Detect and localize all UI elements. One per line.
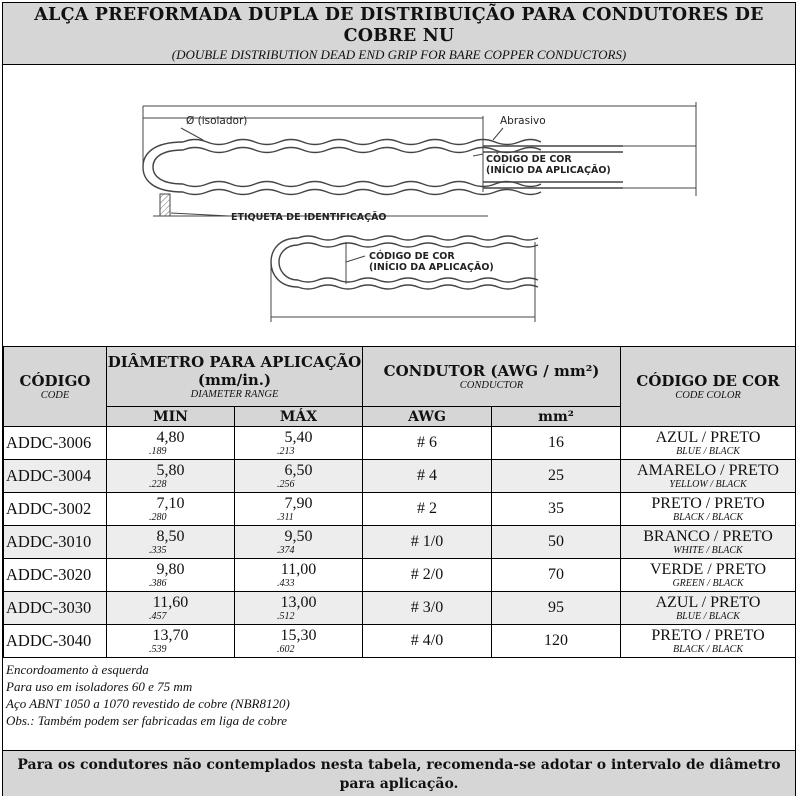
header-condutor: CONDUTOR (AWG / mm²) CONDUCTOR bbox=[363, 347, 621, 407]
mm2-cell: 120 bbox=[492, 625, 621, 658]
header-mm2: mm² bbox=[492, 407, 621, 427]
min-cell: 8,50 .335 bbox=[107, 526, 235, 559]
abrasivo-label: Abrasivo bbox=[500, 115, 546, 127]
header-min: MIN bbox=[107, 407, 235, 427]
awg-cell: # 4/0 bbox=[363, 625, 492, 658]
code-cell: ADDC-3010 bbox=[4, 526, 107, 559]
color-cell: VERDE / PRETO GREEN / BLACK bbox=[621, 559, 796, 592]
table-row bbox=[4, 592, 796, 625]
table-row bbox=[4, 526, 796, 559]
mm2-cell: 25 bbox=[492, 460, 621, 493]
page-title: ALÇA PREFORMADA DUPLA DE DISTRIBUIÇÃO PARA CONDUTORES DE COBRE NU bbox=[34, 5, 764, 46]
code-cell: ADDC-3040 bbox=[4, 625, 107, 658]
note-item: Obs.: Também podem ser fabricadas em liga de cobre bbox=[6, 713, 288, 728]
max-cell: 11,00 .433 bbox=[235, 559, 363, 592]
min-cell: 13,70 .539 bbox=[107, 625, 235, 658]
code-cell: ADDC-3006 bbox=[4, 427, 107, 460]
color-code-start-label-1: (INÍCIO DA APLICAÇÃO) bbox=[486, 165, 611, 176]
color-cell: AMARELO / PRETO YELLOW / BLACK bbox=[621, 460, 796, 493]
max-cell: 7,90 .311 bbox=[235, 493, 363, 526]
color-code-start-label-2: (INÍCIO DA APLICAÇÃO) bbox=[369, 262, 494, 273]
color-cell: BRANCO / PRETO WHITE / BLACK bbox=[621, 526, 796, 559]
code-cell: ADDC-3004 bbox=[4, 460, 107, 493]
color-code-label-1: CÓDIGO DE COR bbox=[486, 154, 572, 165]
table-row bbox=[4, 559, 796, 592]
awg-cell: # 2 bbox=[363, 493, 492, 526]
color-code-label-2: CÓDIGO DE COR bbox=[369, 251, 455, 262]
max-cell: 15,30 .602 bbox=[235, 625, 363, 658]
max-cell: 6,50 .256 bbox=[235, 460, 363, 493]
grip-drawing-svg bbox=[3, 66, 795, 346]
header-diametro: DIÂMETRO PARA APLICAÇÃO (mm/in.) DIAMETER RANGE bbox=[107, 347, 363, 407]
color-cell: AZUL / PRETO BLUE / BLACK bbox=[621, 427, 796, 460]
page-subtitle: (DOUBLE DISTRIBUTION DEAD END GRIP FOR BARE COPPER CONDUCTORS) bbox=[171, 47, 627, 62]
note-item: Para uso em isoladores 60 e 75 mm bbox=[6, 679, 193, 694]
mm2-cell: 70 bbox=[492, 559, 621, 592]
color-cell: AZUL / PRETO BLUE / BLACK bbox=[621, 592, 796, 625]
header-max: MÁX bbox=[235, 407, 363, 427]
max-cell: 9,50 .374 bbox=[235, 526, 363, 559]
mm2-cell: 16 bbox=[492, 427, 621, 460]
mm2-cell: 95 bbox=[492, 592, 621, 625]
awg-cell: # 2/0 bbox=[363, 559, 492, 592]
awg-cell: # 1/0 bbox=[363, 526, 492, 559]
min-cell: 4,80 .189 bbox=[107, 427, 235, 460]
mm2-cell: 50 bbox=[492, 526, 621, 559]
awg-cell: # 6 bbox=[363, 427, 492, 460]
footer-note: Para os condutores não contemplados nesta tabela, recomenda-se adotar o intervalo de diâmetro para aplicação. bbox=[3, 750, 795, 796]
max-cell: 13,00 .512 bbox=[235, 592, 363, 625]
color-cell: PRETO / PRETO BLACK / BLACK bbox=[621, 493, 796, 526]
color-cell: PRETO / PRETO BLACK / BLACK bbox=[621, 625, 796, 658]
table-row bbox=[4, 625, 796, 658]
header-awg: AWG bbox=[363, 407, 492, 427]
min-cell: 5,80 .228 bbox=[107, 460, 235, 493]
page-header bbox=[3, 3, 795, 65]
min-cell: 9,80 .386 bbox=[107, 559, 235, 592]
isolador-label: Ø (isolador) bbox=[186, 115, 248, 127]
awg-cell: # 3/0 bbox=[363, 592, 492, 625]
code-cell: ADDC-3002 bbox=[4, 493, 107, 526]
table-row bbox=[4, 493, 796, 526]
code-cell: ADDC-3030 bbox=[4, 592, 107, 625]
identification-tag bbox=[160, 194, 170, 216]
code-cell: ADDC-3020 bbox=[4, 559, 107, 592]
technical-drawing bbox=[3, 66, 795, 346]
min-cell: 7,10 .280 bbox=[107, 493, 235, 526]
max-cell: 5,40 .213 bbox=[235, 427, 363, 460]
min-cell: 11,60 .457 bbox=[107, 592, 235, 625]
table-row bbox=[4, 460, 796, 493]
identification-tag-label: ETIQUETA DE IDENTIFICAÇÃO bbox=[231, 212, 387, 223]
awg-cell: # 4 bbox=[363, 460, 492, 493]
spec-table bbox=[3, 346, 796, 658]
header-codigo: CÓDIGO CODE bbox=[4, 347, 107, 427]
table-row bbox=[4, 427, 796, 460]
notes bbox=[6, 661, 290, 729]
header-cor: CÓDIGO DE COR CODE COLOR bbox=[621, 347, 796, 427]
note-item: Encordoamento à esquerda bbox=[6, 662, 149, 677]
note-item: Aço ABNT 1050 a 1070 revestido de cobre (NBR8120) bbox=[6, 696, 290, 711]
mm2-cell: 35 bbox=[492, 493, 621, 526]
